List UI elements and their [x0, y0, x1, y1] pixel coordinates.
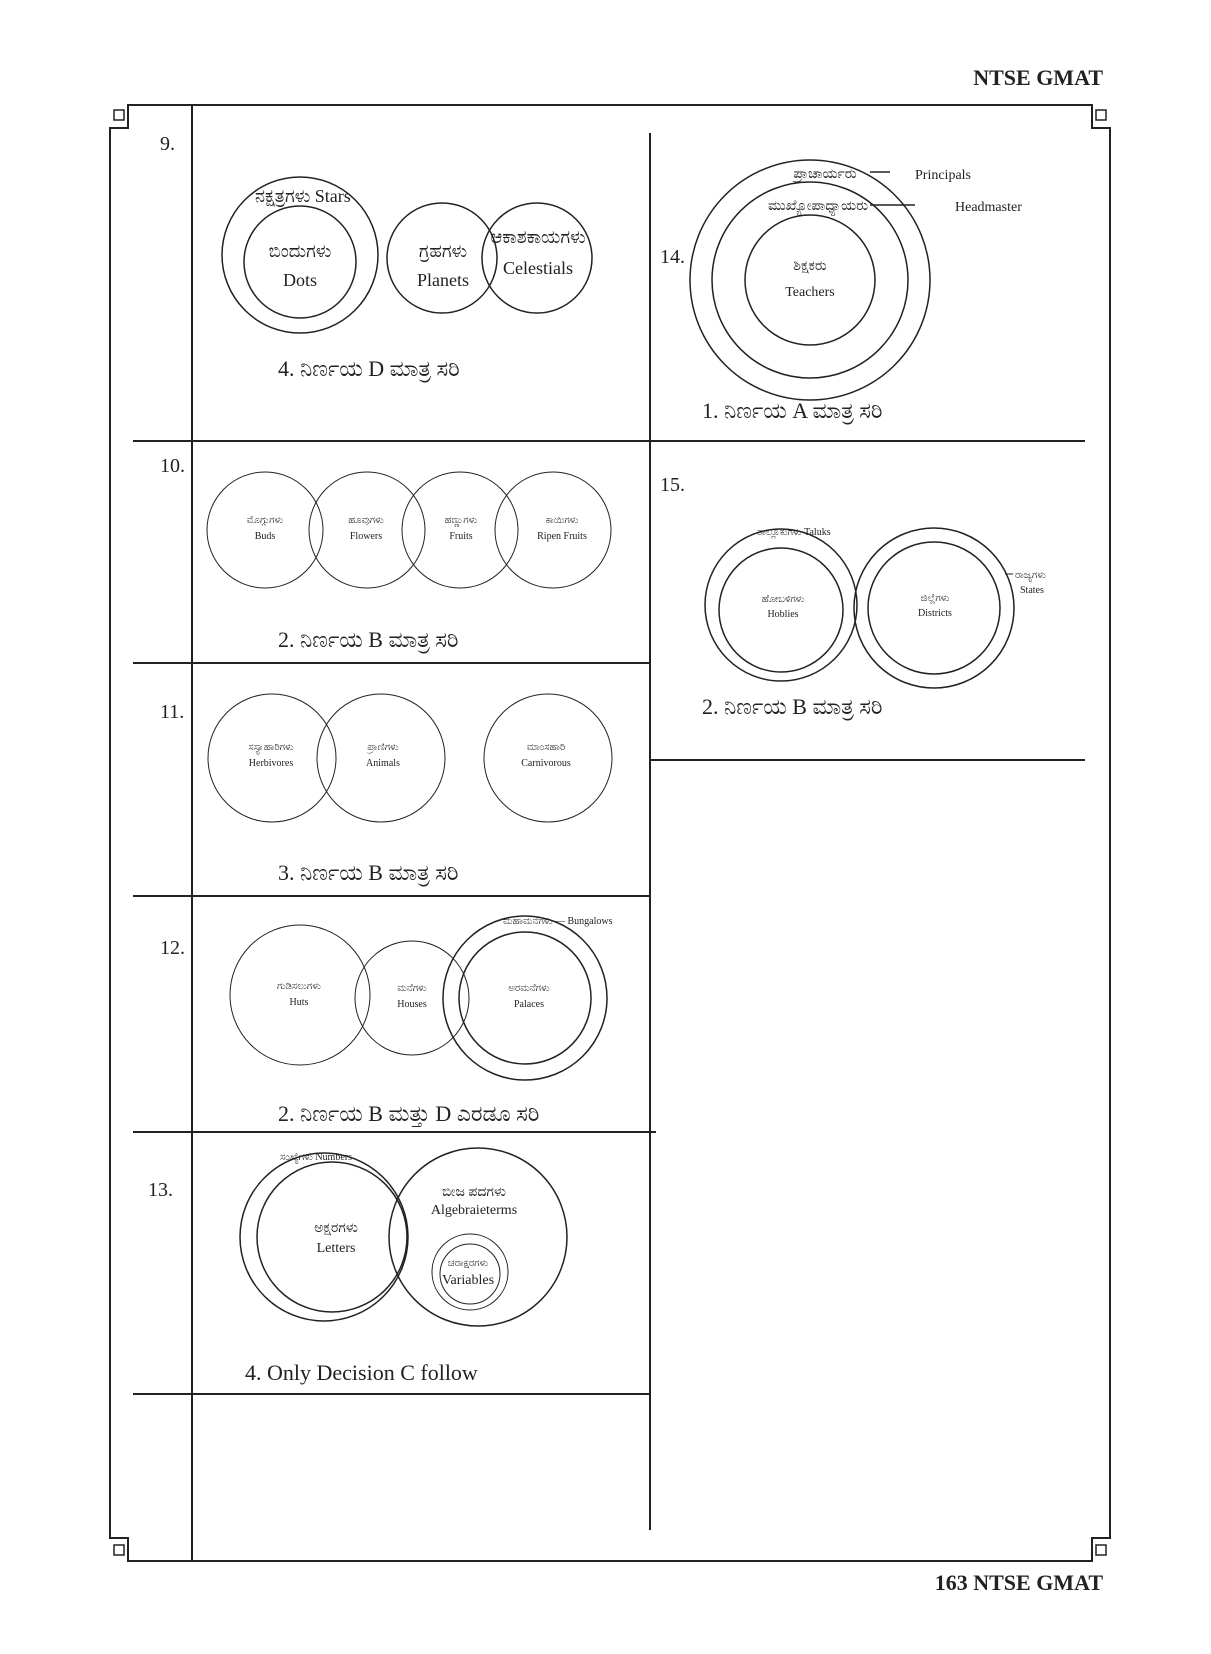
- letters-label-en: Letters: [316, 1241, 356, 1256]
- variables-label-kn: ಚರಾಕ್ಷರಗಳು: [447, 1258, 489, 1269]
- planets-label-kn: ಗ್ರಹಗಳು: [418, 241, 468, 261]
- huts-label-kn: ಗುಡಿಸಲುಗಳು: [277, 981, 321, 992]
- answer-text: 4. Only Decision C follow: [245, 1360, 478, 1385]
- celestials-label-kn: ಆಕಾಶಕಾಯಗಳು: [490, 227, 586, 247]
- taluks-circle: [705, 529, 857, 681]
- page-header-title: NTSE GMAT: [973, 65, 1103, 90]
- taluks-label: ತಾಲ್ಲೂಕುಗಳು Taluks: [757, 527, 831, 538]
- dots-label-en: Dots: [282, 270, 318, 290]
- question-9: [160, 133, 592, 382]
- buds-label-en: Buds: [254, 531, 276, 542]
- numbers-circle: [240, 1153, 408, 1321]
- states-label-kn: ರಾಜ್ಯಗಳು: [1015, 570, 1046, 581]
- algebraic-terms-label-en: Algebraieterms: [430, 1203, 518, 1218]
- ripen-fruits-circle: [495, 472, 611, 588]
- letters-circle: [257, 1162, 407, 1312]
- bungalows-label: ಮಹಾಮನೆಗಳು — Bungalows: [503, 916, 613, 927]
- question-number: 9.: [160, 133, 175, 155]
- letters-label-kn: ಅಕ್ಷರಗಳು: [314, 1221, 358, 1236]
- corner-ornaments: [114, 110, 1106, 1555]
- algebraic-terms-label-kn: ಬೀಜ ಪದಗಳು: [442, 1185, 506, 1200]
- herbivores-label-en: Herbivores: [248, 758, 294, 769]
- algebraic-terms-circle: [389, 1148, 567, 1326]
- answer-text: 2. ನಿರ್ಣಯ B ಮಾತ್ರ ಸರಿ: [278, 627, 459, 652]
- fruits-circle: [402, 472, 518, 588]
- flowers-circle: [309, 472, 425, 588]
- question-11: [160, 694, 612, 886]
- question-number: 14.: [660, 246, 685, 268]
- states-label-en: States: [1020, 585, 1044, 596]
- answer-text: 3. ನಿರ್ಣಯ B ಮಾತ್ರ ಸರಿ: [278, 860, 459, 885]
- teachers-label-kn: ಶಿಕ್ಷಕರು: [793, 259, 827, 274]
- headmaster-label-kn: ಮುಖ್ಯೋಪಾಧ್ಯಾಯರು: [767, 199, 869, 214]
- teachers-circle: [745, 215, 875, 345]
- districts-label-en: Districts: [918, 608, 952, 619]
- principals-label-kn: ಪ್ರಾಚಾರ್ಯರು: [793, 167, 857, 182]
- celestials-label-en: Celestials: [503, 258, 573, 278]
- table-grid: [133, 105, 1085, 1561]
- huts-circle: [230, 925, 370, 1065]
- dots-label-kn: ಬಿಂದುಗಳು: [268, 241, 332, 261]
- fruits-label-en: Fruits: [449, 531, 473, 542]
- answer-text: 1. ನಿರ್ಣಯ A ಮಾತ್ರ ಸರಿ: [702, 398, 883, 423]
- fruits-label-kn: ಹಣ್ಣುಗಳು: [444, 515, 478, 526]
- question-number: 11.: [160, 701, 185, 723]
- page-border: [110, 105, 1110, 1561]
- huts-label-en: Huts: [289, 997, 309, 1008]
- houses-label-kn: ಮನೆಗಳು: [397, 983, 427, 994]
- carnivorous-label-kn: ಮಾಂಸಹಾರಿ: [526, 742, 566, 753]
- teachers-label-en: Teachers: [785, 285, 835, 300]
- question-13: [148, 1148, 567, 1385]
- palaces-label-en: Palaces: [514, 999, 544, 1010]
- question-number: 13.: [148, 1179, 173, 1201]
- ripen-fruits-label-kn: ಕಾಯಿಗಳು: [545, 515, 579, 526]
- houses-label-en: Houses: [397, 999, 427, 1010]
- flowers-label-kn: ಹೂವುಗಳು: [348, 515, 384, 526]
- hoblies-label-kn: ಹೋಬಳಿಗಳು: [761, 594, 805, 605]
- districts-label-kn: ಜಿಲ್ಲೆಗಳು: [920, 593, 950, 604]
- principals-circle: [690, 160, 930, 400]
- planets-label-en: Planets: [417, 270, 469, 290]
- carnivorous-label-en: Carnivorous: [521, 758, 571, 769]
- dots-circle: [244, 206, 356, 318]
- page-footer: 163 NTSE GMAT: [934, 1570, 1103, 1595]
- answer-text: 4. ನಿರ್ಣಯ D ಮಾತ್ರ ಸರಿ: [278, 356, 460, 381]
- question-number: 10.: [160, 455, 185, 477]
- ripen-fruits-label-en: Ripen Fruits: [537, 531, 587, 542]
- hoblies-label-en: Hoblies: [767, 609, 799, 620]
- headmaster-label-en: Headmaster: [955, 200, 1022, 215]
- answer-text: 2. ನಿರ್ಣಯ B ಮತ್ತು D ಎರಡೂ ಸರಿ: [278, 1101, 540, 1126]
- flowers-label-en: Flowers: [349, 531, 383, 542]
- buds-circle: [207, 472, 323, 588]
- variables-outer-circle: [432, 1234, 508, 1310]
- question-15: [660, 474, 1046, 720]
- numbers-label: ಸಂಖ್ಯೆಗಳು Numbers: [280, 1152, 352, 1163]
- bungalows-circle: [443, 916, 607, 1080]
- question-number: 15.: [660, 474, 685, 496]
- variables-label-en: Variables: [441, 1273, 495, 1288]
- palaces-circle: [459, 932, 591, 1064]
- palaces-label-kn: ಅರಮನೆಗಳು: [508, 983, 550, 994]
- question-number: 12.: [160, 937, 185, 959]
- animals-label-en: Animals: [366, 758, 400, 769]
- animals-label-kn: ಪ್ರಾಣಿಗಳು: [367, 742, 399, 753]
- buds-label-kn: ಮೊಗ್ಗುಗಳು: [246, 515, 284, 526]
- principals-label-en: Principals: [915, 168, 971, 183]
- question-14: [660, 160, 1022, 424]
- question-10: [160, 455, 611, 653]
- houses-circle: [355, 941, 469, 1055]
- stars-label: ನಕ್ಷತ್ರಗಳು Stars: [255, 186, 351, 206]
- question-12: [160, 916, 613, 1128]
- answer-text: 2. ನಿರ್ಣಯ B ಮಾತ್ರ ಸರಿ: [702, 694, 883, 719]
- herbivores-label-kn: ಸಸ್ಯಾಹಾರಿಗಳು: [248, 742, 294, 753]
